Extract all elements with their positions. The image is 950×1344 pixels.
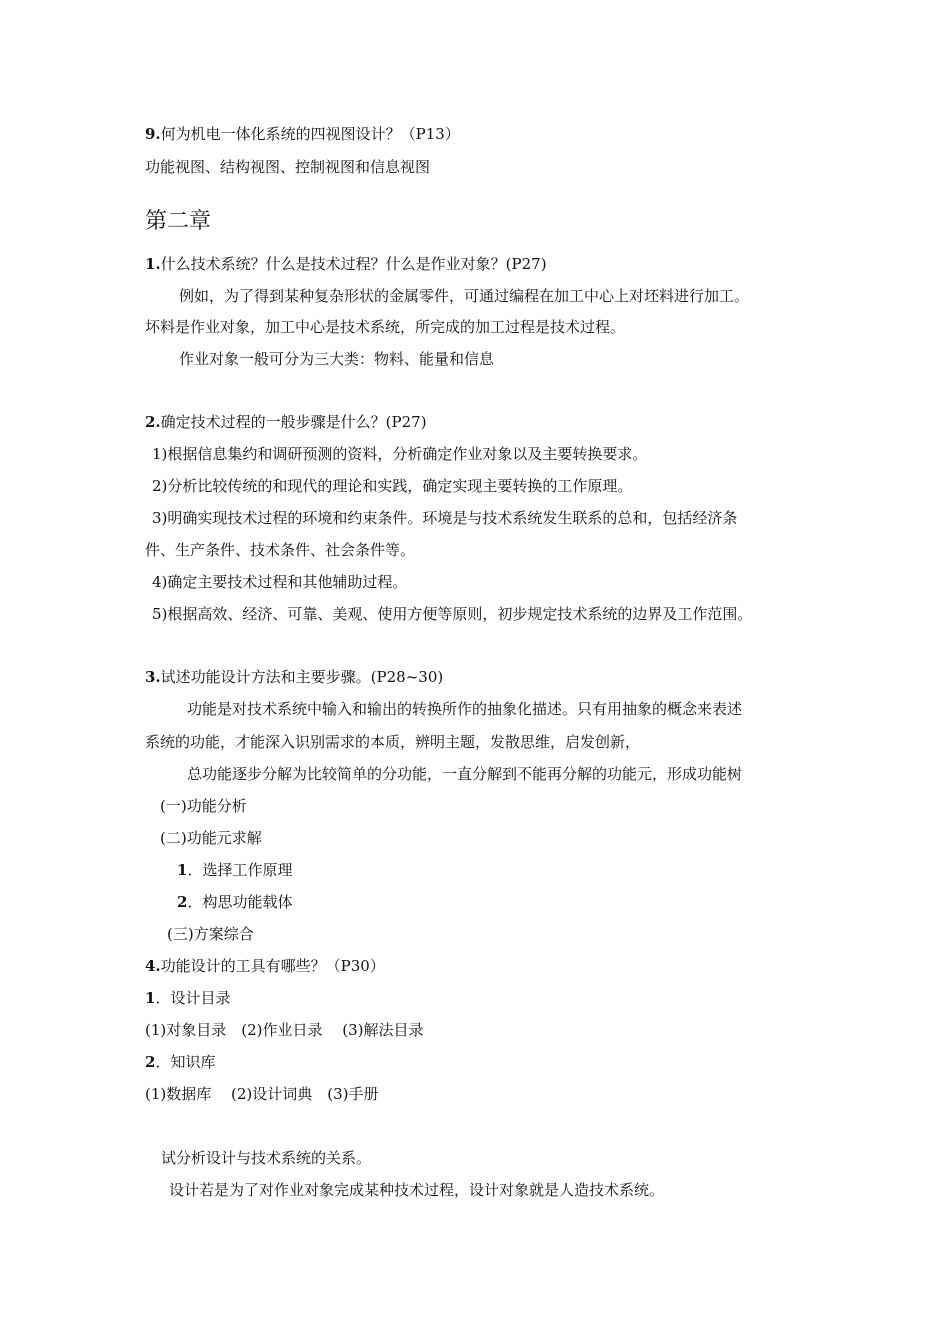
heading-number: 2 (145, 1053, 156, 1071)
chapter-title: 第二章 (145, 209, 212, 234)
sub-item-number: 2 (177, 893, 188, 911)
question-1 (145, 254, 547, 274)
question-5: 试分析设计与技术系统的关系。 (161, 1149, 372, 1167)
question-text: 什么技术系统？什么是技术过程？什么是作业对象？(P27) (160, 255, 547, 273)
paragraph: 坏料是作业对象，加工中心是技术系统，所完成的加工过程是技术过程。 (145, 318, 626, 336)
list-item: 4)确定主要技术过程和其他辅助过程。 (152, 573, 408, 591)
question-text: 确定技术过程的一般步骤是什么？(P27) (160, 413, 427, 431)
answer-5: 设计若是为了对作业对象完成某种技术过程，设计对象就是人造技术系统。 (169, 1181, 665, 1199)
paragraph: 例如，为了得到某种复杂形状的金属零件，可通过编程在加工中心上对坯料进行加工。 (179, 287, 750, 305)
list-item: 3)明确实现技术过程的环境和约束条件。环境是与技术系统发生联系的总和，包括经济条 (152, 509, 738, 527)
list-items-row: (1)数据库 (2)设计词典 (3)手册 (145, 1085, 379, 1103)
answer-9: 功能视图、结构视图、控制视图和信息视图 (145, 158, 431, 176)
paragraph: 作业对象一般可分为三大类：物料、能量和信息 (179, 350, 495, 368)
list-heading (145, 988, 230, 1008)
list-heading (145, 1052, 215, 1072)
list-item: (三)方案综合 (167, 925, 254, 943)
sub-item-number: 1 (177, 861, 188, 879)
sub-item-text: ．构思功能载体 (187, 893, 293, 911)
list-item-continued: 件、生产条件、技术条件、社会条件等。 (145, 541, 416, 559)
question-text: 何为机电一体化系统的四视图设计？（P13） (160, 125, 460, 143)
paragraph: 功能是对技术系统中输入和输出的转换所作的抽象化描述。只有用抽象的概念来表述 (187, 700, 743, 718)
list-items-row: (1)对象目录 (2)作业日录 (3)解法目录 (145, 1021, 424, 1039)
sub-item-text: ．选择工作原理 (187, 861, 293, 879)
list-item: 2)分析比较传统的和现代的理论和实践，确定实现主要转换的工作原理。 (152, 477, 633, 495)
question-3 (145, 667, 443, 687)
question-text: 试述功能设计方法和主要步骤。(P28~30) (160, 668, 444, 686)
question-number: 2. (145, 413, 161, 431)
list-item: 5)根据高效、经济、可靠、美观、使用方便等原则，初步规定技术系统的边界及工作范围。 (152, 605, 753, 623)
question-text: 功能设计的工具有哪些？（P30） (160, 957, 385, 975)
question-2 (145, 412, 427, 432)
paragraph: 总功能逐步分解为比较简单的分功能，一直分解到不能再分解的功能元，形成功能树 (187, 765, 743, 783)
sub-list-item (177, 860, 292, 880)
heading-number: 1 (145, 989, 156, 1007)
list-item: (一)功能分析 (160, 797, 247, 815)
question-4 (145, 956, 385, 976)
heading-text: ．知识库 (155, 1053, 216, 1071)
list-item: 1)根据信息集约和调研预测的资料，分析确定作业对象以及主要转换要求。 (152, 445, 648, 463)
heading-text: ．设计目录 (155, 989, 231, 1007)
question-number: 4. (145, 957, 161, 975)
paragraph: 系统的功能，才能深入识别需求的本质，辨明主题，发散思维，启发创新， (145, 733, 641, 751)
sub-list-item (177, 892, 292, 912)
question-number: 3. (145, 668, 161, 686)
question-9 (145, 124, 460, 144)
list-item: (二)功能元求解 (160, 829, 262, 847)
question-number: 9. (145, 125, 161, 143)
question-number: 1. (145, 255, 161, 273)
